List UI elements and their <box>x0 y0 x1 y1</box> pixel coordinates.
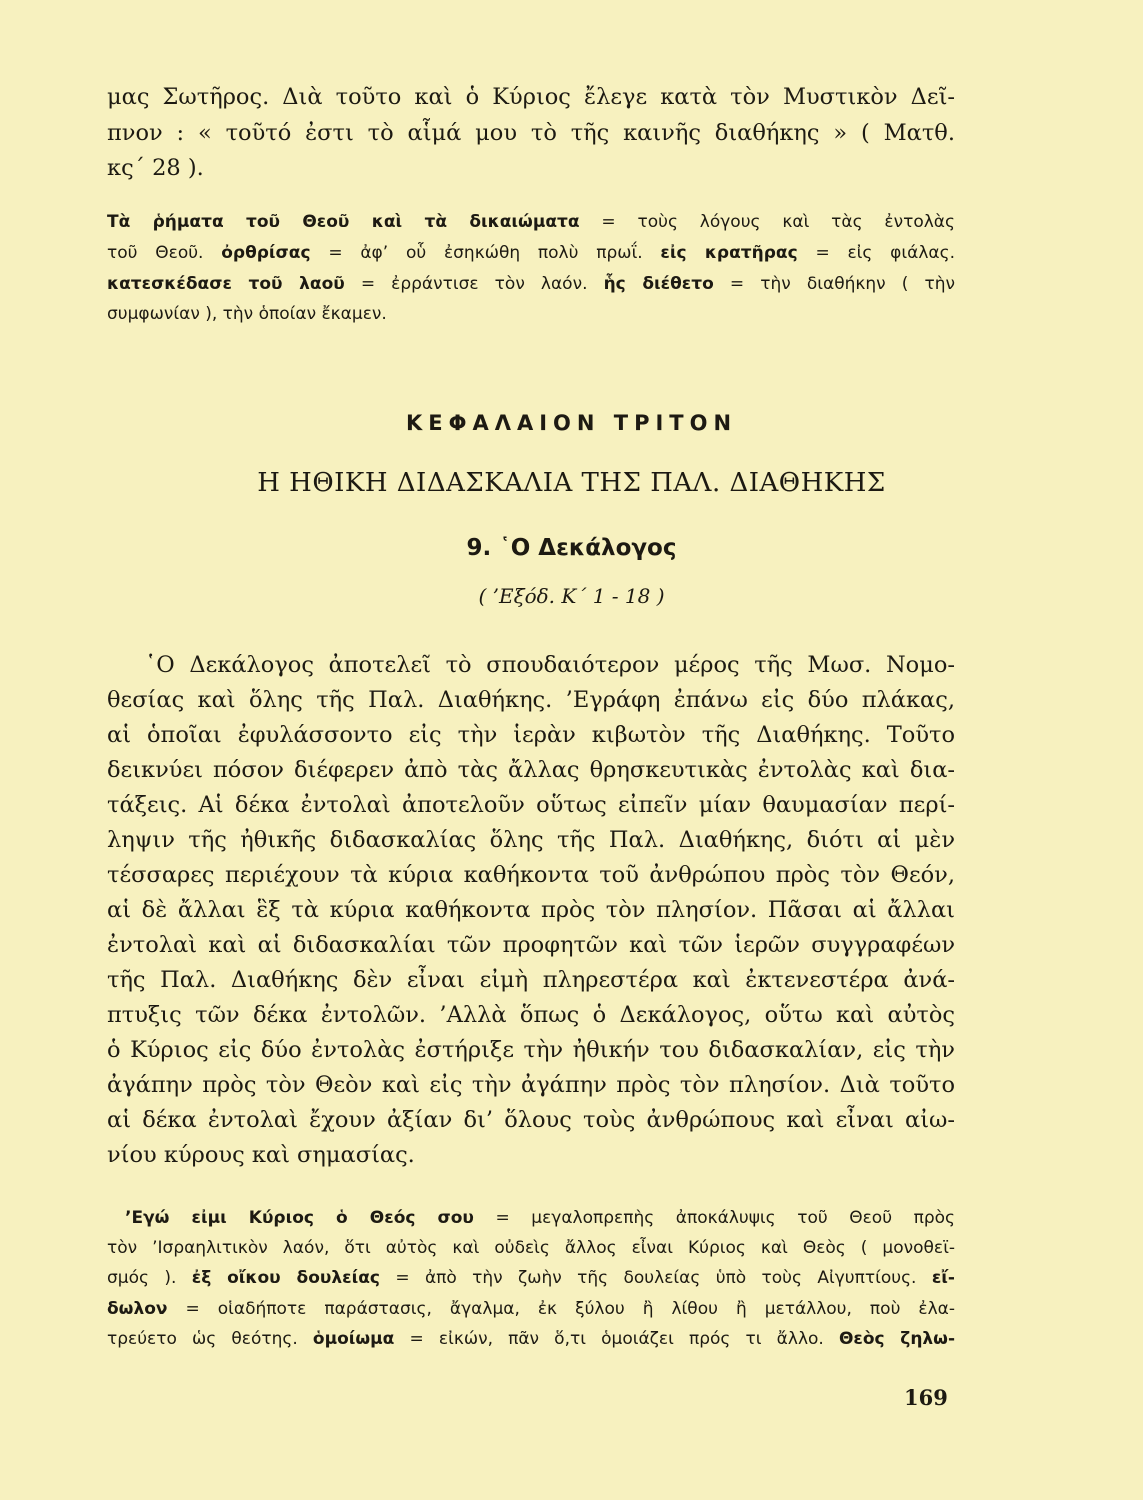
glossary-term: Τὰ ῥήματα τοῦ Θεοῦ καὶ τὰ δικαιώματα <box>107 212 580 232</box>
glossary-term: ὀρθρίσας <box>221 243 311 263</box>
chapter-heading: ΚΕΦΑΛΑΙΟΝ ΤΡΙΤΟΝ <box>405 411 738 435</box>
note-line: κατεσκέδασε τοῦ λαοῦ = ἐρράντισε τὸν λαόν. ἧς διέθετο = τὴν διαθήκην ( τὴν <box>107 274 955 294</box>
paragraph-line: αἱ δὲ ἄλλαι ἓξ τὰ κύρια καθήκοντα πρὸς τὸν πλησίον. Πᾶσαι αἱ ἄλλαι <box>107 897 955 923</box>
paragraph-line: τῆς Παλ. Διαθήκης δὲν εἶναι εἰμὴ πληρεστέρα καὶ ἐκτενεστέρα ἀνά- <box>107 967 955 993</box>
section-heading: Η ΗΘΙΚΗ ΔΙΔΑΣΚΑΛΙΑ ΤΗΣ ΠΑΛ. ΔΙΑΘΗΚΗΣ <box>257 468 886 498</box>
paragraph-line: τάξεις. Αἱ δέκα ἐντολαὶ ἀποτελοῦν οὕτως εἰπεῖν μίαν θαυμασίαν περί- <box>107 792 955 818</box>
paragraph-line: ἀγάπην πρὸς τὸν Θεὸν καὶ εἰς τὴν ἀγάπην πρὸς τὸν πλησίον. Διὰ τοῦτο <box>107 1072 955 1098</box>
paragraph-line: τέσσαρες περιέχουν τὰ κύρια καθήκοντα τοῦ ἀνθρώπου πρὸς τὸν Θεόν, <box>107 862 955 888</box>
paragraph-line: πνον : « τοῦτό ἐστι τὸ αἷμά μου τὸ τῆς καινῆς διαθήκης » ( Ματθ. <box>107 120 955 146</box>
glossary-term: Θεὸς ζηλω- <box>838 1329 956 1349</box>
glossary-term: δωλον <box>107 1299 168 1319</box>
note-line: τοῦ Θεοῦ. ὀρθρίσας = ἀφ’ οὗ ἐσηκώθη πολὺ πρωΐ. εἰς κρατῆρας = εἰς φιάλας. <box>107 243 955 263</box>
paragraph-line: θεσίας καὶ ὅλης τῆς Παλ. Διαθήκης. ’Εγράφη ἐπάνω εἰς δύο πλάκας, <box>107 687 955 713</box>
paragraph-line: μας Σωτῆρος. Διὰ τοῦτο καὶ ὁ Κύριος ἔλεγε κατὰ τὸν Μυστικὸν Δεῖ- <box>107 84 955 110</box>
scripture-reference: ( ’Εξόδ. Κ΄ 1 - 18 ) <box>478 584 665 608</box>
note-line: συμφωνίαν ), τὴν ὁποίαν ἔκαμεν. <box>107 304 387 324</box>
glossary-term: κατεσκέδασε τοῦ λαοῦ <box>107 274 345 294</box>
note-line: σμός ). ἐξ οἴκου δουλείας = ἀπὸ τὴν ζωὴν τῆς δουλείας ὑπὸ τοὺς Αἰγυπτίους. εἴ- <box>107 1268 955 1288</box>
glossary-term: ἐξ οἴκου δουλείας <box>191 1268 380 1288</box>
note-line: ’Εγώ εἰμι Κύριος ὁ Θεός σου = μεγαλοπρεπὴς ἀποκάλυψις τοῦ Θεοῦ πρὸς <box>125 1208 955 1228</box>
subsection-heading: 9. ῾Ο Δεκάλογος <box>466 535 677 561</box>
paragraph-line: ὁ Κύριος εἰς δύο ἐντολὰς ἐστήριξε τὴν ἠθικήν του διδασκαλίαν, εἰς τὴν <box>107 1037 955 1063</box>
paragraph-line: πτυξις τῶν δέκα ἐντολῶν. ’Αλλὰ ὅπως ὁ Δεκάλογος, οὕτω καὶ αὐτὸς <box>107 1002 955 1028</box>
note-line: Τὰ ῥήματα τοῦ Θεοῦ καὶ τὰ δικαιώματα = τοὺς λόγους καὶ τὰς ἐντολὰς <box>107 212 955 232</box>
note-line: τρεύετο ὡς θεότης. ὁμοίωμα = εἰκών, πᾶν ὅ,τι ὁμοιάζει πρός τι ἄλλο. Θεὸς ζηλω- <box>107 1329 956 1349</box>
page-number: 169 <box>904 1385 948 1410</box>
paragraph-line: αἱ ὁποῖαι ἐφυλάσσοντο εἰς τὴν ἱερὰν κιβωτὸν τῆς Διαθήκης. Τοῦτο <box>107 722 955 748</box>
glossary-term: ὁμοίωμα <box>312 1329 395 1349</box>
paragraph-line: ληψιν τῆς ἠθικῆς διδασκαλίας ὅλης τῆς Παλ. Διαθήκης, διότι αἱ μὲν <box>107 827 955 853</box>
paragraph-line: αἱ δέκα ἐντολαὶ ἔχουν ἀξίαν δι’ ὅλους τοὺς ἀνθρώπους καὶ εἶναι αἰω- <box>107 1107 955 1133</box>
paragraph-line: ἐντολαὶ καὶ αἱ διδασκαλίαι τῶν προφητῶν καὶ τῶν ἱερῶν συγγραφέων <box>107 932 955 958</box>
paragraph-line: κς΄ 28 ). <box>107 155 204 181</box>
glossary-term: εἰς κρατῆρας <box>660 243 798 263</box>
glossary-term: εἴ- <box>931 1268 955 1288</box>
glossary-term: ἧς διέθετο <box>603 274 714 294</box>
glossary-term: ’Εγώ εἰμι Κύριος ὁ Θεός σου <box>125 1208 474 1228</box>
paragraph-line: ῾Ο Δεκάλογος ἀποτελεῖ τὸ σπουδαιότερον μέρος τῆς Μωσ. Νομο- <box>145 652 955 678</box>
note-line: τὸν ’Ισραηλιτικὸν λαόν, ὅτι αὐτὸς καὶ οὐδεὶς ἄλλος εἶναι Κύριος καὶ Θεὸς ( μονοθεϊ- <box>107 1238 955 1258</box>
paragraph-line: νίου κύρους καὶ σημασίας. <box>107 1142 415 1168</box>
note-line: δωλον = οἱαδήποτε παράστασις, ἄγαλμα, ἐκ ξύλου ἢ λίθου ἢ μετάλλου, ποὺ ἐλα- <box>107 1299 955 1319</box>
paragraph-line: δεικνύει πόσον διέφερεν ἀπὸ τὰς ἄλλας θρησκευτικὰς ἐντολὰς καὶ δια- <box>107 757 955 783</box>
